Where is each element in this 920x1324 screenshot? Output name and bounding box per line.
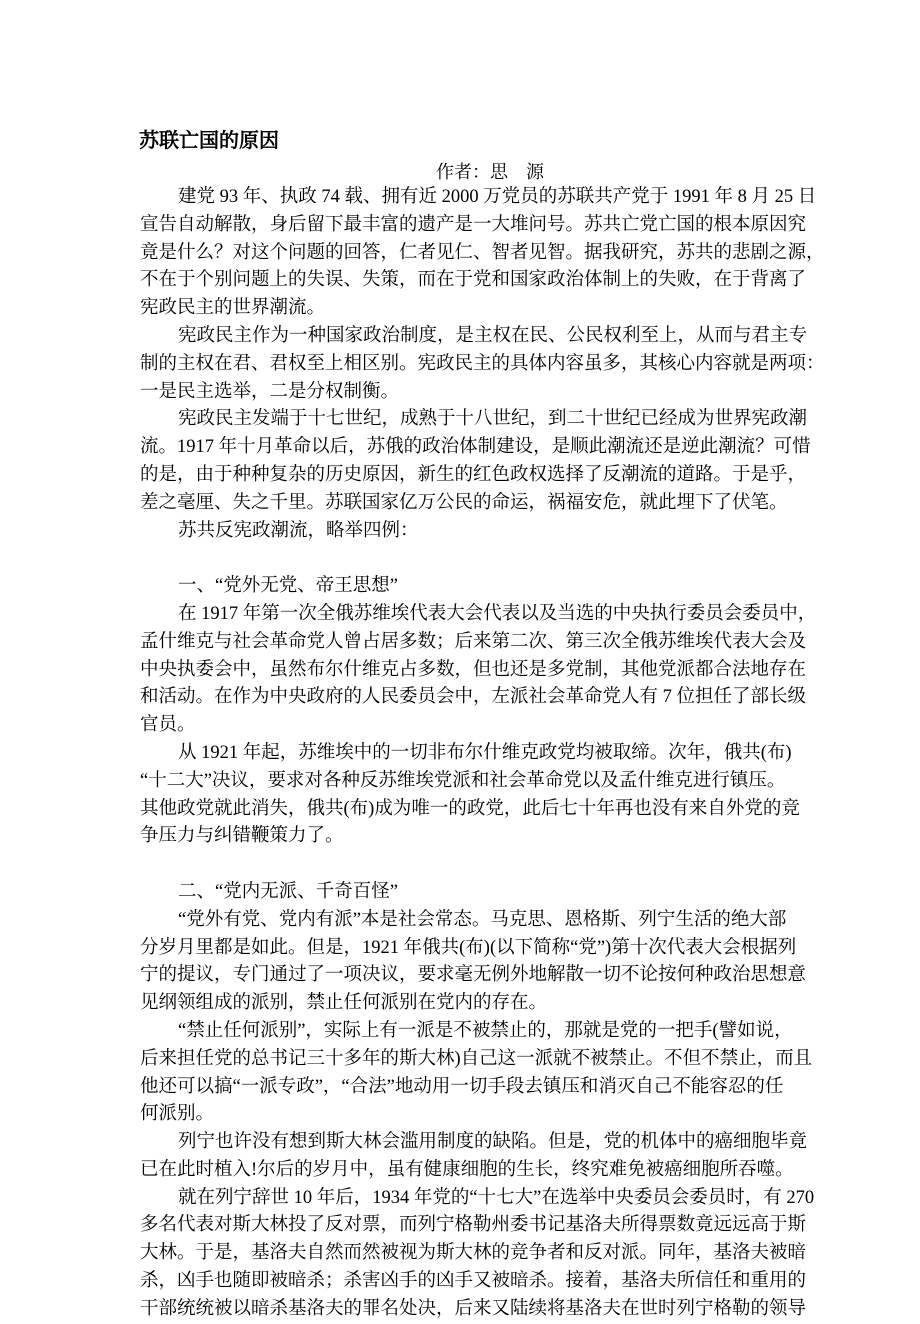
paragraph (140, 740, 800, 851)
text-line: 在 1917 年第一次全俄苏维埃代表大会代表以及当选的中央执行委员会委员中， (178, 603, 817, 624)
document-body (140, 184, 825, 1324)
text-line: 宪政民主的世界潮流。 (140, 298, 326, 319)
text-line: 差之毫厘、失之千里。苏联国家亿万公民的命运，祸福安危，就此埋下了伏笔。 (140, 492, 788, 513)
paragraph (140, 184, 825, 323)
paragraph (140, 879, 780, 907)
text-line: 一是民主选举，二是分权制衡。 (140, 381, 400, 402)
text-line: 孟什维克与社会革命党人曾占居多数；后来第二次、第三次全俄苏维埃代表大会及 (140, 631, 807, 652)
author-line: 作者：思 源 (436, 162, 544, 182)
text-line: 建党 93 年、执政 74 载、拥有近 2000 万党员的苏联共产党于 1991 年 8 月 25 日 (178, 187, 817, 207)
paragraph (140, 573, 780, 601)
paragraph (140, 1129, 808, 1185)
text-line: 制的主权在君、君权至上相区别。宪政民主的具体内容虽多，其核心内容就是两项： (140, 353, 825, 374)
paragraph (140, 518, 780, 546)
text-line: 宪政民主发端于十七世纪，成熟于十八世纪，到二十世纪已经成为世界宪政潮 (178, 409, 808, 430)
text-line: 已在此时植入!尔后的岁月中，虽有健康细胞的生长，终究难免被癌细胞所吞噬。 (140, 1159, 794, 1180)
text-line: 分岁月里都是如此。但是，1921 年俄共(布)(以下简称“党”)第十次代表大会根据列 (140, 937, 797, 958)
text-line: 中央执委会中，虽然布尔什维克占多数，但也还是多党制，其他党派都合法地存在 (140, 659, 807, 680)
paragraph (140, 1018, 813, 1129)
text-line: 二、“党内无派、千奇百怪” (178, 881, 398, 902)
document-title: 苏联亡国的原因 (139, 130, 279, 152)
text-line: 争压力与纠错鞭策力了。 (140, 826, 344, 847)
text-line: 多名代表对斯大林投了反对票，而列宁格勒州委书记基洛夫所得票数竟远远高于斯 (140, 1215, 807, 1236)
text-line: 流。1917 年十月革命以后，苏俄的政治体制建设，是顺此潮流还是逆此潮流？可惜 (140, 437, 811, 458)
text-line: 苏共反宪政潮流，略举四例： (178, 520, 419, 541)
text-line: 宣告自动解散，身后留下最丰富的遗产是一大堆问号。苏共亡党亡国的根本原因究 (140, 214, 807, 235)
text-line: 后来担任党的总书记三十多年的斯大林)自己这一派就不被禁止。不但不禁止，而且 (140, 1048, 813, 1069)
text-line: 的是，由于种种复杂的历史原因，新生的红色政权选择了反潮流的道路。于是乎， (140, 464, 807, 485)
paragraph (140, 406, 811, 517)
text-line: “十二大”决议，要求对各种反苏维埃党派和社会革命党以及孟什维克进行镇压。 (140, 770, 786, 791)
paragraph (140, 601, 817, 740)
blank-line (140, 851, 780, 879)
text-line: 何派别。 (140, 1104, 215, 1125)
text-line: 就在列宁辞世 10 年后，1934 年党的“十七大”在选举中央委员会委员时，有 270 (178, 1187, 815, 1208)
text-line: 一、“党外无党、帝王思想” (178, 576, 398, 597)
text-line: 他还可以搞“一派专政”，“合法”地动用一切手段去镇压和消灭自己不能容忍的任 (140, 1076, 784, 1097)
text-line: “党外有党、党内有派”本是社会常态。马克思、恩格斯、列宁生活的绝大部 (178, 909, 787, 930)
text-line: 干部统统被以暗杀基洛夫的罪名处决，后来又陆续将基洛夫在世时列宁格勒的领导 (140, 1298, 807, 1319)
blank-line (140, 545, 780, 573)
text-line: “禁止任何派别”，实际上有一派是不被禁止的，那就是党的一把手(譬如说， (178, 1020, 793, 1041)
text-line: 杀，凶手也随即被暗杀；杀害凶手的凶手又被暗杀。接着，基洛夫所信任和重用的 (140, 1271, 807, 1292)
paragraph (140, 323, 825, 406)
text-line: 不在于个别问题上的失误、失策，而在于党和国家政治体制上的失败，在于背离了 (140, 270, 807, 291)
text-line: 宪政民主作为一种国家政治制度，是主权在民、公民权利至上，从而与君主专 (178, 325, 808, 346)
text-line: 其他政党就此消失，俄共(布)成为唯一的政党，此后七十年再也没有来自外党的竞 (140, 798, 800, 819)
text-line: 从 1921 年起，苏维埃中的一切非布尔什维克政党均被取缔。次年，俄共(布) (178, 742, 792, 763)
text-line: 见纲领组成的派别，禁止任何派别在党内的存在。 (140, 993, 548, 1014)
text-line: 官员。 (140, 715, 196, 736)
paragraph (140, 1185, 815, 1324)
text-line: 宁的提议，专门通过了一项决议，要求毫无例外地解散一切不论按何种政治思想意 (140, 965, 807, 986)
text-line: 大林。于是，基洛夫自然而然被视为斯大林的竞争者和反对派。同年，基洛夫被暗 (140, 1243, 807, 1264)
paragraph (140, 907, 807, 1018)
text-line: 和活动。在作为中央政府的人民委员会中，左派社会革命党人有 7 位担任了部长级 (140, 687, 807, 708)
text-line: 列宁也许没有想到斯大林会滥用制度的缺陷。但是，党的机体中的癌细胞毕竟 (178, 1132, 808, 1153)
text-line: 竟是什么？对这个问题的回答，仁者见仁、智者见智。据我研究，苏共的悲剧之源， (140, 242, 825, 263)
